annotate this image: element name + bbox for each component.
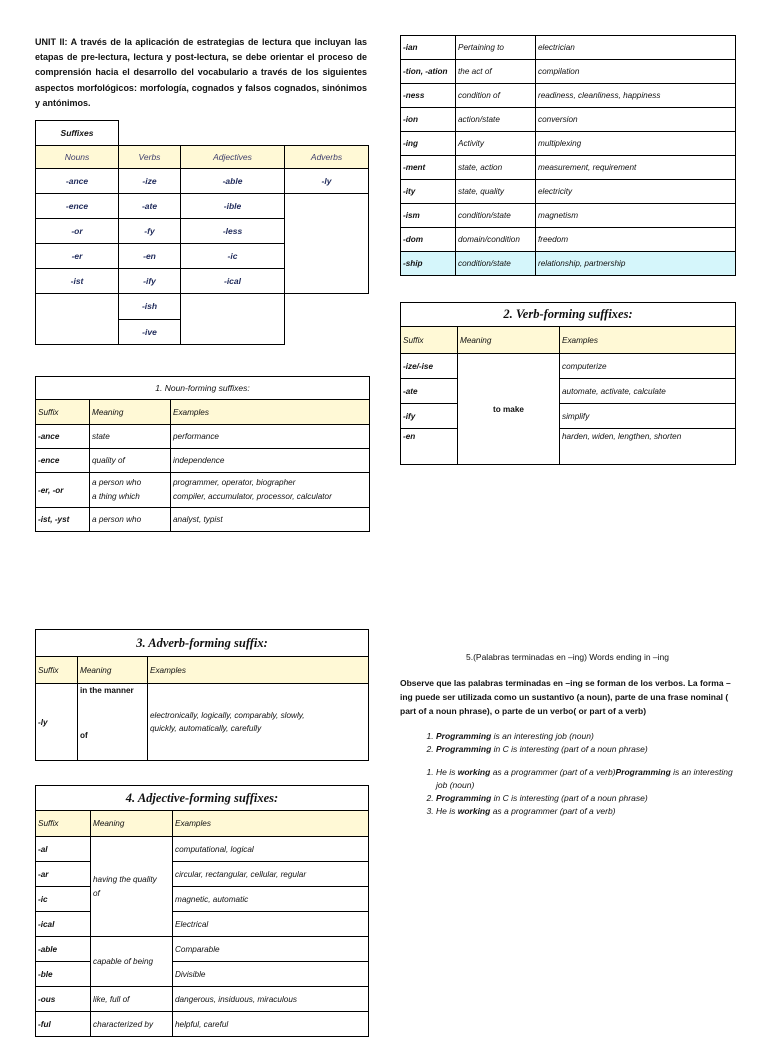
noun-examples: freedom: [536, 228, 736, 252]
suffix-cell: -ical: [181, 269, 285, 294]
noun-meaning: the act of: [456, 60, 536, 84]
suffix-cell: -able: [181, 169, 285, 194]
noun-suffix: -ism: [401, 204, 456, 228]
noun-meaning: quality of: [90, 449, 171, 473]
suffixes-grid: [35, 145, 369, 345]
suffix-cell: -ic: [181, 244, 285, 269]
adverb-header-meaning: Meaning: [78, 657, 148, 684]
noun-suffix-row: [401, 84, 736, 108]
noun-examples: multiplexing: [536, 132, 736, 156]
suffix-cell: -ate: [119, 194, 181, 219]
header-adverbs: Adverbs: [285, 146, 369, 169]
adjective-header-examples: Examples: [173, 811, 369, 837]
verb-header-suffix: Suffix: [401, 327, 458, 354]
noun-table-title: 1. Noun-forming suffixes:: [36, 377, 370, 400]
adjective-suffix-table: [35, 785, 369, 1037]
noun-suffix: -tion, -ation: [401, 60, 456, 84]
noun-header-suffix: Suffix: [36, 400, 90, 425]
adjective-examples: magnetic, automatic: [173, 887, 369, 912]
adjective-examples: computational, logical: [173, 837, 369, 862]
adjective-suffix: -ic: [36, 887, 91, 912]
verb-meaning: to make: [458, 354, 560, 465]
noun-suffix-row: [401, 108, 736, 132]
adverb-suffix-table: [35, 629, 369, 761]
adjective-suffix: -able: [36, 937, 91, 962]
adverb-table-title: 3. Adverb-forming suffix:: [36, 630, 369, 657]
noun-meaning: condition of: [456, 84, 536, 108]
adjective-suffix: -ar: [36, 862, 91, 887]
verb-examples: automate, activate, calculate: [560, 379, 736, 404]
noun-examples: programmer, operator, biographer compiler, accumulator, processor, calculator: [171, 473, 370, 508]
suffix-cell: -ify: [119, 269, 181, 294]
adjective-suffix: -ous: [36, 987, 91, 1012]
suffix-cell: -ish: [119, 294, 181, 320]
noun-header-examples: Examples: [171, 400, 370, 425]
unit-intro: UNIT II: A través de la aplicación de estrategias de lectura que incluyan las etapas de pre-lectura, lectura y post-lectura, se debe orientar el proceso de comprensión hacia el desarrollo del vocabulario a través de los siguientes aspectos morfológicos: morfología, cognados y falsos cognados, sinónimos y antónimos.: [35, 37, 367, 108]
adjective-examples: helpful, careful: [173, 1012, 369, 1037]
adverb-header-suffix: Suffix: [36, 657, 78, 684]
suffix-cell: -ly: [285, 169, 369, 194]
noun-suffix: -ence: [36, 449, 90, 473]
suffix-cell: [36, 294, 119, 345]
suffix-cell: -en: [119, 244, 181, 269]
adverb-header-examples: Examples: [148, 657, 369, 684]
suffix-cell: -ence: [36, 194, 119, 219]
noun-meaning: a person who a thing which: [90, 473, 171, 508]
adjective-examples: Electrical: [173, 912, 369, 937]
suffix-cell: -ist: [36, 269, 119, 294]
adverb-meaning: in the manner of: [78, 684, 148, 761]
header-nouns: Nouns: [36, 146, 119, 169]
adjective-suffix: -ble: [36, 962, 91, 987]
noun-examples: readiness, cleanliness, happiness: [536, 84, 736, 108]
verb-examples: computerize: [560, 354, 736, 379]
noun-examples: magnetism: [536, 204, 736, 228]
adjective-table-title: 4. Adjective-forming suffixes:: [36, 786, 369, 811]
adjective-examples: Comparable: [173, 937, 369, 962]
suffix-cell: -ance: [36, 169, 119, 194]
noun-suffix-row: [401, 252, 736, 276]
adverb-examples: electronically, logically, comparably, slowly, quickly, automatically, carefully: [148, 684, 369, 761]
suffix-cell-empty: [285, 194, 369, 294]
adjective-header-suffix: Suffix: [36, 811, 91, 837]
noun-suffix-table: [35, 376, 370, 532]
verb-table-title: 2. Verb-forming suffixes:: [401, 303, 736, 327]
suffixes-row: [36, 294, 369, 320]
noun-suffix: -ness: [401, 84, 456, 108]
ing-example-item: 3. He is working as a programmer (part of a verb): [436, 805, 735, 818]
noun-suffix-row: [401, 228, 736, 252]
ing-section-heading: 5.(Palabras terminadas en –ing) Words ending in –ing: [465, 652, 670, 662]
noun-meaning: state, action: [456, 156, 536, 180]
ing-section-paragraph: Observe que las palabras terminadas en –ing se forman de los verbos. La forma –ing puede ser utilizada como un sustantivo (a noun), parte de una frase nominal ( part of a noun phrase), o parte de un verbo( or part of a verb): [400, 678, 731, 716]
suffix-cell: [181, 294, 285, 345]
verb-suffix: -ify: [401, 404, 458, 429]
adjective-header-meaning: Meaning: [91, 811, 173, 837]
noun-examples: relationship, partnership: [536, 252, 736, 276]
ing-example-item: 2. Programming in C is interesting (part of a noun phrase): [436, 792, 735, 805]
noun-meaning: Activity: [456, 132, 536, 156]
noun-meaning: domain/condition: [456, 228, 536, 252]
ing-words-section: [400, 650, 735, 828]
noun-suffix: -er, -or: [36, 473, 90, 508]
noun-header-meaning: Meaning: [90, 400, 171, 425]
ing-example-item: 1. He is working as a programmer (part of a verb)Programming is an interesting job (noun): [436, 766, 735, 792]
adjective-meaning: like, full of: [91, 987, 173, 1012]
noun-suffix: -ment: [401, 156, 456, 180]
header-verbs: Verbs: [119, 146, 181, 169]
adjective-meaning: having the quality of: [91, 837, 173, 937]
ing-example-list-1: [400, 730, 735, 756]
noun-suffix-row: [401, 60, 736, 84]
adjective-examples: dangerous, insiduous, miraculous: [173, 987, 369, 1012]
noun-examples: electrician: [536, 36, 736, 60]
noun-suffix: -ian: [401, 36, 456, 60]
noun-suffix-row: [401, 132, 736, 156]
noun-meaning: a person who: [90, 508, 171, 532]
suffix-cell: -er: [36, 244, 119, 269]
noun-meaning: state, quality: [456, 180, 536, 204]
noun-meaning: state: [90, 425, 171, 449]
noun-suffix-row: [401, 156, 736, 180]
noun-suffix: -dom: [401, 228, 456, 252]
noun-suffix-table-continued: [400, 35, 736, 276]
noun-examples: compilation: [536, 60, 736, 84]
verb-suffix: -ate: [401, 379, 458, 404]
noun-examples: conversion: [536, 108, 736, 132]
noun-suffix-row: [401, 36, 736, 60]
adjective-examples: Divisible: [173, 962, 369, 987]
suffix-cell: -fy: [119, 219, 181, 244]
noun-examples: performance: [171, 425, 370, 449]
noun-suffix: -ance: [36, 425, 90, 449]
ing-example-list-2: [400, 766, 735, 818]
ing-example-item: 2. Programming in C is interesting (part of a noun phrase): [436, 743, 735, 756]
suffixes-table: [35, 120, 285, 146]
verb-header-meaning: Meaning: [458, 327, 560, 354]
ing-example-item: 1. Programming is an interesting job (noun): [436, 730, 735, 743]
noun-suffix-row: [401, 180, 736, 204]
suffix-cell: -less: [181, 219, 285, 244]
noun-meaning: condition/state: [456, 252, 536, 276]
noun-examples: measurement, requirement: [536, 156, 736, 180]
adjective-examples: circular, rectangular, cellular, regular: [173, 862, 369, 887]
adjective-suffix: -al: [36, 837, 91, 862]
verb-suffix-table: [400, 302, 736, 465]
verb-suffix: -ize/-ise: [401, 354, 458, 379]
verb-header-examples: Examples: [560, 327, 736, 354]
adjective-suffix: -ful: [36, 1012, 91, 1037]
noun-suffix-row: [401, 204, 736, 228]
noun-meaning: condition/state: [456, 204, 536, 228]
noun-suffix: -ist, -yst: [36, 508, 90, 532]
suffix-cell: -ible: [181, 194, 285, 219]
suffix-cell: -or: [36, 219, 119, 244]
verb-examples: simplify: [560, 404, 736, 429]
noun-suffix: -ity: [401, 180, 456, 204]
verb-suffix: -en: [401, 429, 458, 465]
adverb-suffix: -ly: [36, 684, 78, 761]
noun-examples: analyst, typist: [171, 508, 370, 532]
suffixes-header-row: [36, 146, 369, 169]
noun-suffix: -ship: [401, 252, 456, 276]
noun-meaning: action/state: [456, 108, 536, 132]
suffixes-row: [36, 194, 369, 219]
verb-examples: harden, widen, lengthen, shorten: [560, 429, 736, 465]
header-adjectives: Adjectives: [181, 146, 285, 169]
suffixes-title: Suffixes: [36, 121, 119, 146]
suffix-cell: -ize: [119, 169, 181, 194]
adjective-suffix: -ical: [36, 912, 91, 937]
suffix-cell: -ive: [119, 319, 181, 345]
noun-suffix: -ion: [401, 108, 456, 132]
noun-suffix: -ing: [401, 132, 456, 156]
noun-meaning: Pertaining to: [456, 36, 536, 60]
adjective-meaning: characterized by: [91, 1012, 173, 1037]
adjective-meaning: capable of being: [91, 937, 173, 987]
noun-examples: electricity: [536, 180, 736, 204]
suffixes-row: [36, 169, 369, 194]
noun-examples: independence: [171, 449, 370, 473]
